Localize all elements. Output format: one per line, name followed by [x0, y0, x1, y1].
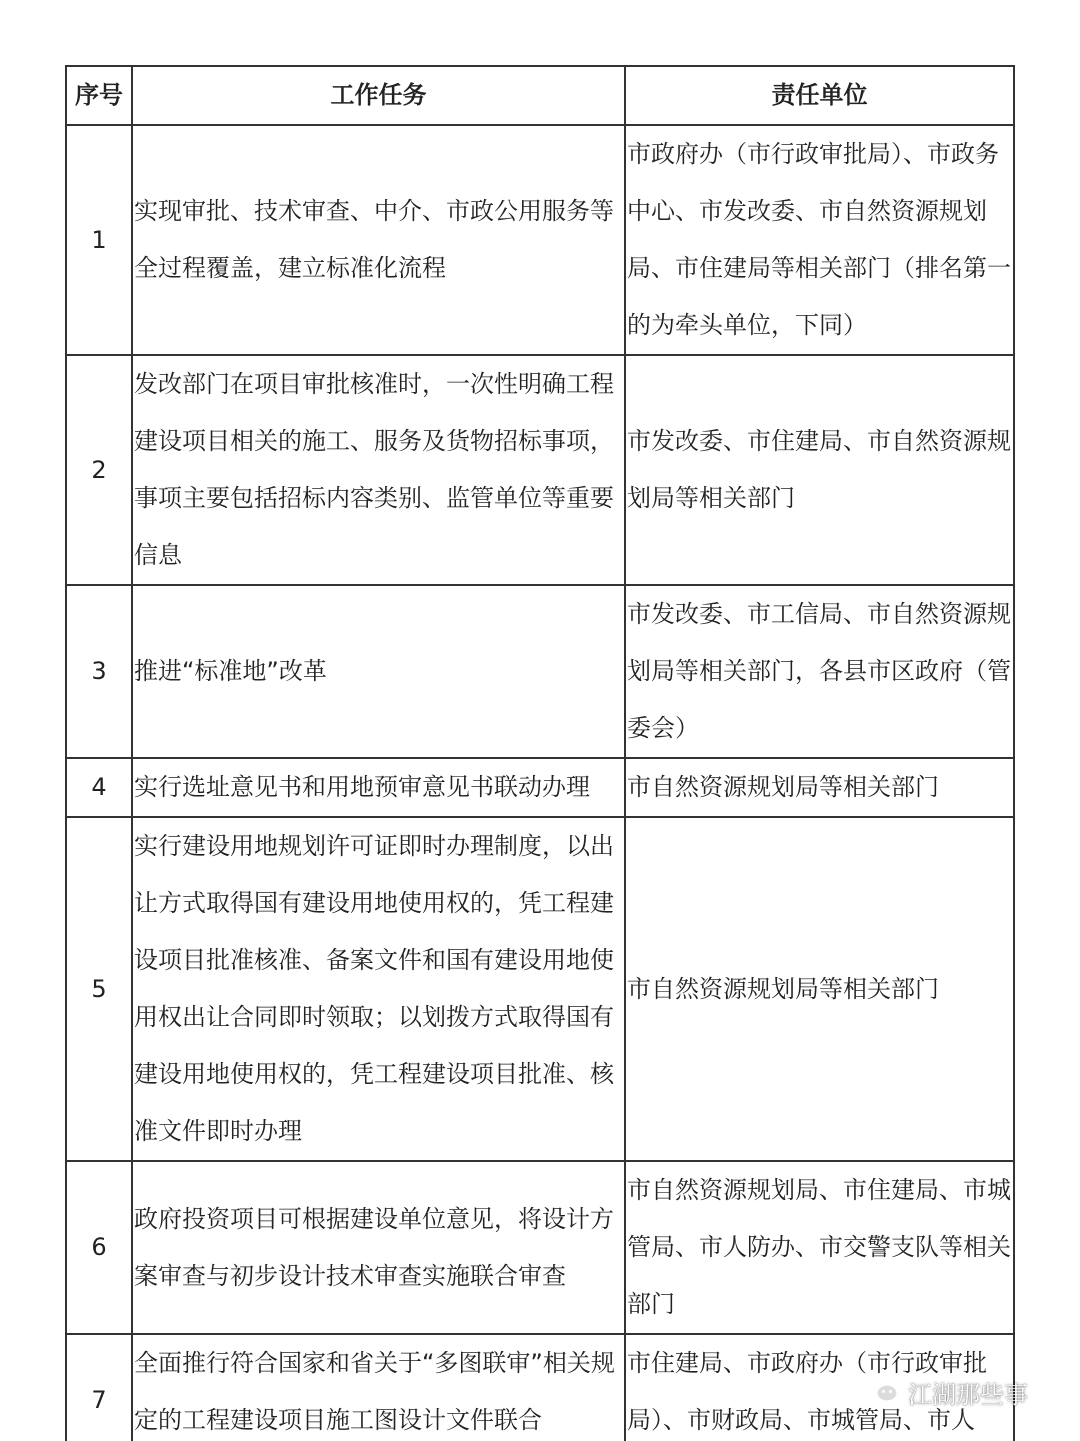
row-unit: 市自然资源规划局等相关部门 [625, 758, 1014, 817]
row-unit: 市自然资源规划局等相关部门 [625, 817, 1014, 1161]
row-task: 实行选址意见书和用地预审意见书联动办理 [132, 758, 625, 817]
row-unit: 市发改委、市工信局、市自然资源规划局等相关部门，各县市区政府（管委会） [625, 585, 1014, 758]
header-task: 工作任务 [132, 66, 625, 125]
row-task: 实行建设用地规划许可证即时办理制度，以出让方式取得国有建设用地使用权的，凭工程建设项目批准核准、备案文件和国有建设用地使用权出让合同即时领取；以划拨方式取得国有建设用地使用权的，凭工程建设项目批准、核准文件即时办理 [132, 817, 625, 1161]
table-row [66, 585, 1014, 758]
row-num: 6 [66, 1161, 132, 1334]
table-row [66, 125, 1014, 355]
table-row [66, 758, 1014, 817]
row-num: 1 [66, 125, 132, 355]
watermark [860, 1372, 1028, 1412]
header-unit: 责任单位 [625, 66, 1014, 125]
row-num: 5 [66, 817, 132, 1161]
row-unit: 市发改委、市住建局、市自然资源规划局等相关部门 [625, 355, 1014, 585]
wechat-icon [860, 1372, 900, 1412]
row-num: 7 [66, 1334, 132, 1441]
row-task: 发改部门在项目审批核准时，一次性明确工程建设项目相关的施工、服务及货物招标事项，事项主要包括招标内容类别、监管单位等重要信息 [132, 355, 625, 585]
row-unit: 市政府办（市行政审批局）、市政务中心、市发改委、市自然资源规划局、市住建局等相关部门（排名第一的为牵头单位，下同） [625, 125, 1014, 355]
header-num: 序号 [66, 66, 132, 125]
row-unit: 市住建局、市政府办（市行政审批局）、市财政局、市城管局、市人 [625, 1334, 1014, 1441]
row-num: 4 [66, 758, 132, 817]
row-num: 2 [66, 355, 132, 585]
row-num: 3 [66, 585, 132, 758]
watermark-text: 江湖那些事 [908, 1380, 1028, 1409]
row-task: 实现审批、技术审查、中介、市政公用服务等全过程覆盖，建立标准化流程 [132, 125, 625, 355]
row-task: 政府投资项目可根据建设单位意见，将设计方案审查与初步设计技术审查实施联合审查 [132, 1161, 625, 1334]
table-row [66, 817, 1014, 1161]
table-row [66, 1161, 1014, 1334]
row-task: 推进“标准地”改革 [132, 585, 625, 758]
task-table [65, 65, 1015, 1441]
row-task: 全面推行符合国家和省关于“多图联审”相关规定的工程建设项目施工图设计文件联合 [132, 1334, 625, 1441]
table-row [66, 355, 1014, 585]
table-header-row [66, 66, 1014, 125]
row-unit: 市自然资源规划局、市住建局、市城管局、市人防办、市交警支队等相关部门 [625, 1161, 1014, 1334]
